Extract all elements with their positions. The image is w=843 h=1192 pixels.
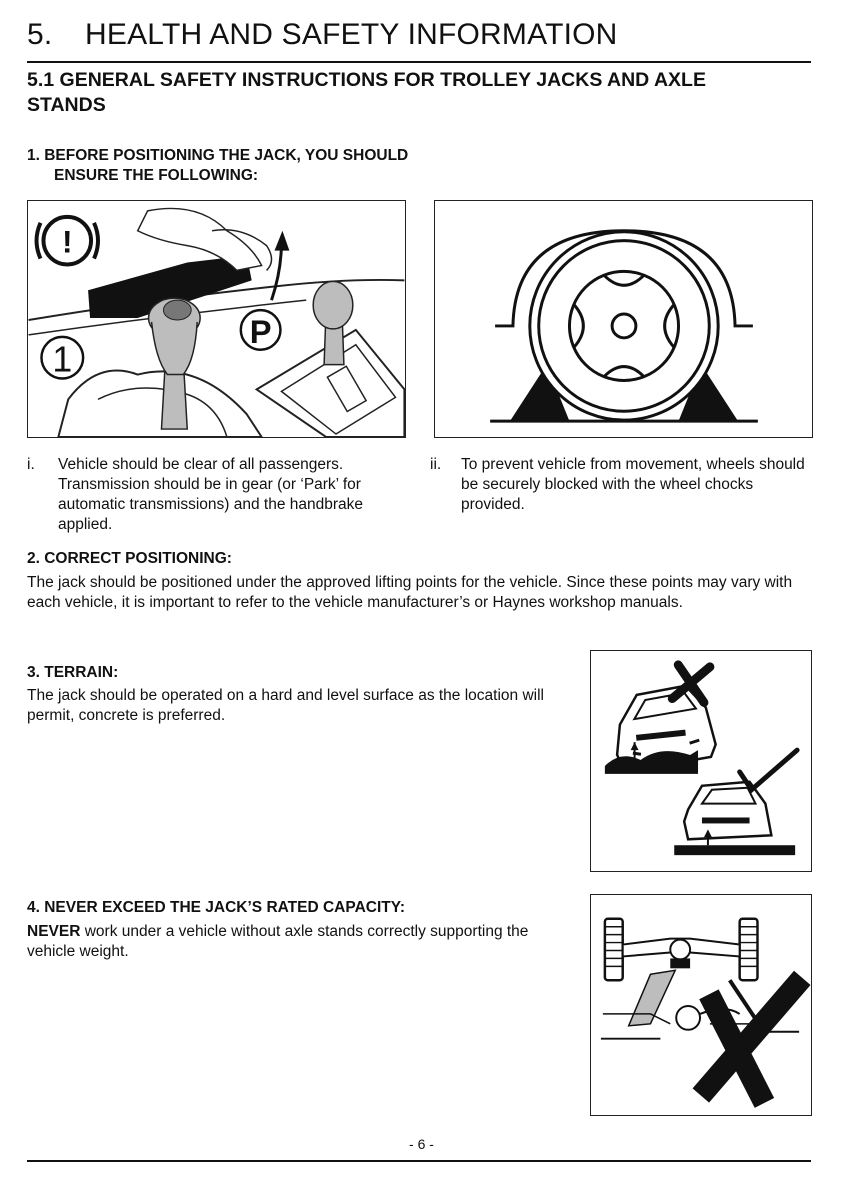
wheel-chocks-figure [434, 200, 813, 438]
warning-mark: ! [61, 223, 73, 260]
list-item [27, 455, 395, 535]
terrain-drawing [591, 651, 811, 871]
section-3-text: The jack should be operated on a hard and level surface as the location will permit, concrete is preferred. [27, 687, 544, 724]
gear-label: 1 [52, 339, 73, 380]
section-1-title [27, 146, 408, 186]
vehicle-interior-drawing [28, 201, 405, 437]
park-icon [241, 310, 281, 350]
section-4-lead: NEVER [27, 923, 81, 940]
section-4-body: work under a vehicle without axle stands correctly supporting the vehicle weight. [27, 923, 529, 960]
section-4-title: 4. NEVER EXCEED THE JACK’S RATED CAPACITY: [27, 899, 406, 916]
footer-rule [27, 1160, 811, 1162]
page-heading [27, 18, 618, 52]
axle-stand-warning-figure [590, 894, 812, 1116]
gear-one-icon [41, 337, 83, 380]
axle-stand-warning-drawing [591, 895, 811, 1115]
wheel-chocks-drawing [435, 201, 812, 437]
terrain-figure [590, 650, 812, 872]
section-1-title-line1: 1. BEFORE POSITIONING THE JACK, YOU SHOULD [27, 147, 409, 164]
list-marker: i. [27, 456, 35, 473]
list-text: To prevent vehicle from movement, wheels should be securely blocked with the wheel chocks provided. [461, 456, 805, 513]
page-number: - 6 - [409, 1136, 434, 1152]
section-2-text: The jack should be positioned under the approved lifting points for the vehicle. Since these points may vary with each vehicle, it is important to refer to the vehicle manufacturer’s or Haynes workshop manuals. [27, 574, 793, 611]
cross-icon [708, 986, 795, 1093]
park-label: P [249, 312, 272, 350]
section-3-title: 3. TERRAIN: [27, 664, 119, 681]
warning-icon [37, 217, 98, 265]
section-1-title-line2: ENSURE THE FOLLOWING: [54, 167, 259, 184]
subheading: 5.1 GENERAL SAFETY INSTRUCTIONS FOR TROLLEY JACKS AND AXLE STANDS [27, 69, 706, 116]
tyre-right-icon [740, 919, 758, 980]
person-icon [676, 1006, 700, 1030]
section-2-title: 2. CORRECT POSITIONING: [27, 550, 232, 567]
car-level-icon [684, 782, 771, 845]
list-marker: ii. [430, 456, 442, 473]
check-icon [740, 750, 797, 790]
tyre-left-icon [605, 919, 623, 980]
heading-number: 5. [27, 18, 53, 51]
section-4-text [27, 922, 537, 962]
vehicle-interior-figure [27, 200, 406, 438]
list-text: Vehicle should be clear of all passengers. Transmission should be in gear (or ‘Park’ for automatic transmissions) and the handbrake applied. [58, 456, 363, 533]
heading-rule [27, 61, 811, 63]
list-item [430, 455, 820, 515]
heading-title: HEALTH AND SAFETY INFORMATION [85, 18, 618, 51]
